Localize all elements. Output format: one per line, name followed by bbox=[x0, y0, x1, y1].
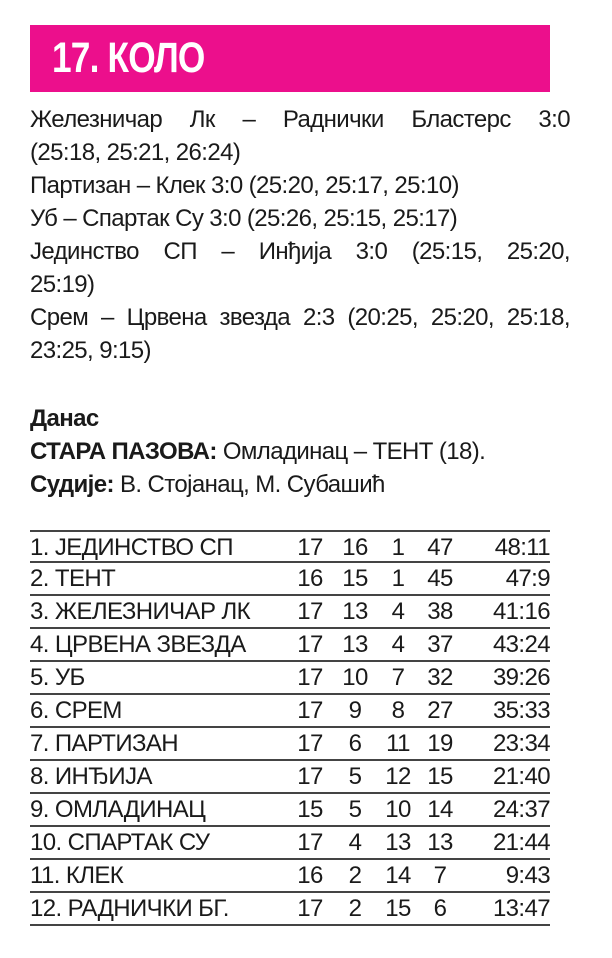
points: 13 bbox=[427, 829, 453, 856]
today-label: Данас bbox=[30, 405, 99, 432]
team-name: 3. ЖЕЛЕЗНИЧАР ЛК bbox=[30, 598, 250, 625]
venue-label: СТАРА ПАЗОВА: bbox=[30, 438, 217, 465]
points: 47 bbox=[427, 534, 453, 561]
table-row bbox=[30, 563, 550, 596]
set-ratio: 43:24 bbox=[492, 631, 550, 658]
games-played: 17 bbox=[297, 829, 323, 856]
games-played: 17 bbox=[297, 664, 323, 691]
table-row bbox=[30, 827, 550, 860]
games-won: 10 bbox=[342, 664, 368, 691]
games-played: 16 bbox=[297, 565, 323, 592]
set-ratio: 13:47 bbox=[492, 895, 550, 922]
games-won: 4 bbox=[348, 829, 362, 856]
games-won: 9 bbox=[348, 697, 362, 724]
team-name: 6. СРЕМ bbox=[30, 697, 122, 724]
table-row bbox=[30, 695, 550, 728]
set-ratio: 24:37 bbox=[492, 796, 550, 823]
games-lost: 8 bbox=[391, 697, 405, 724]
result-line: Срем – Црвена звезда 2:3 (20:25, 25:20, 25:18, bbox=[30, 304, 570, 331]
team-name: 10. СПАРТАК СУ bbox=[30, 829, 210, 856]
round-header bbox=[30, 25, 550, 92]
games-won: 15 bbox=[342, 565, 368, 592]
team-name: 2. ТЕНТ bbox=[30, 565, 116, 592]
points: 45 bbox=[427, 565, 453, 592]
table-row bbox=[30, 728, 550, 761]
table-row bbox=[30, 794, 550, 827]
today-section bbox=[30, 402, 570, 501]
table-row bbox=[30, 629, 550, 662]
games-won: 2 bbox=[348, 862, 362, 889]
games-won: 16 bbox=[342, 534, 368, 561]
points: 14 bbox=[427, 796, 453, 823]
games-played: 17 bbox=[297, 697, 323, 724]
table-row bbox=[30, 761, 550, 794]
team-name: 9. ОМЛАДИНАЦ bbox=[30, 796, 206, 823]
games-played: 16 bbox=[297, 862, 323, 889]
set-ratio: 35:33 bbox=[492, 697, 550, 724]
games-won: 2 bbox=[348, 895, 362, 922]
games-lost: 1 bbox=[391, 565, 405, 592]
points: 38 bbox=[427, 598, 453, 625]
games-played: 17 bbox=[297, 895, 323, 922]
result-line: Уб – Спартак Су 3:0 (25:26, 25:15, 25:17) bbox=[30, 205, 458, 232]
games-played: 15 bbox=[297, 796, 323, 823]
set-ratio: 21:44 bbox=[492, 829, 550, 856]
set-ratio: 9:43 bbox=[505, 862, 550, 889]
referees-label: Судије: bbox=[30, 471, 114, 498]
table-row bbox=[30, 860, 550, 893]
team-name: 7. ПАРТИЗАН bbox=[30, 730, 179, 757]
games-won: 13 bbox=[342, 598, 368, 625]
points: 6 bbox=[433, 895, 447, 922]
table-row bbox=[30, 662, 550, 695]
points: 27 bbox=[427, 697, 453, 724]
team-name: 8. ИНЂИЈА bbox=[30, 763, 152, 790]
result-line: Јединство СП – Инђија 3:0 (25:15, 25:20, bbox=[30, 238, 570, 265]
games-played: 17 bbox=[297, 534, 323, 561]
result-line: Партизан – Клек 3:0 (25:20, 25:17, 25:10) bbox=[30, 172, 459, 199]
points: 32 bbox=[427, 664, 453, 691]
games-won: 13 bbox=[342, 631, 368, 658]
points: 19 bbox=[427, 730, 453, 757]
games-lost: 12 bbox=[385, 763, 411, 790]
games-won: 6 bbox=[348, 730, 362, 757]
table-row bbox=[30, 893, 550, 926]
team-name: 12. РАДНИЧКИ БГ. bbox=[30, 895, 229, 922]
games-lost: 11 bbox=[386, 730, 410, 757]
games-lost: 1 bbox=[391, 534, 405, 561]
games-lost: 13 bbox=[385, 829, 411, 856]
games-won: 5 bbox=[348, 796, 362, 823]
team-name: 11. КЛЕК bbox=[30, 862, 124, 889]
games-played: 17 bbox=[297, 631, 323, 658]
team-name: 5. УБ bbox=[30, 664, 85, 691]
match-results bbox=[30, 103, 570, 367]
games-lost: 10 bbox=[385, 796, 411, 823]
games-played: 17 bbox=[297, 763, 323, 790]
games-lost: 7 bbox=[391, 664, 405, 691]
set-ratio: 39:26 bbox=[492, 664, 550, 691]
team-name: 1. ЈЕДИНСТВО СП bbox=[30, 534, 233, 561]
referees-names: В. Стојанац, М. Субашић bbox=[113, 471, 385, 498]
result-line: (25:18, 25:21, 26:24) bbox=[30, 139, 241, 166]
points: 37 bbox=[427, 631, 453, 658]
set-ratio: 47:9 bbox=[505, 565, 550, 592]
games-played: 17 bbox=[297, 730, 323, 757]
set-ratio: 41:16 bbox=[492, 598, 550, 625]
standings-table bbox=[30, 530, 550, 926]
set-ratio: 23:34 bbox=[492, 730, 550, 757]
result-line: 23:25, 9:15) bbox=[30, 337, 151, 364]
round-title: 17. КОЛО bbox=[52, 34, 205, 82]
result-line: Железничар Лк – Раднички Бластерс 3:0 bbox=[30, 106, 570, 133]
games-played: 17 bbox=[297, 598, 323, 625]
games-lost: 4 bbox=[391, 598, 405, 625]
table-row bbox=[30, 530, 550, 563]
games-lost: 14 bbox=[385, 862, 411, 889]
team-name: 4. ЦРВЕНА ЗВЕЗДА bbox=[30, 631, 246, 658]
points: 15 bbox=[427, 763, 453, 790]
today-match: Омладинац – ТЕНТ (18). bbox=[216, 438, 486, 465]
set-ratio: 21:40 bbox=[492, 763, 550, 790]
set-ratio: 48:11 bbox=[494, 534, 550, 561]
result-line: 25:19) bbox=[30, 271, 95, 298]
points: 7 bbox=[433, 862, 447, 889]
games-won: 5 bbox=[348, 763, 362, 790]
games-lost: 4 bbox=[391, 631, 405, 658]
table-row bbox=[30, 596, 550, 629]
games-lost: 15 bbox=[385, 895, 411, 922]
